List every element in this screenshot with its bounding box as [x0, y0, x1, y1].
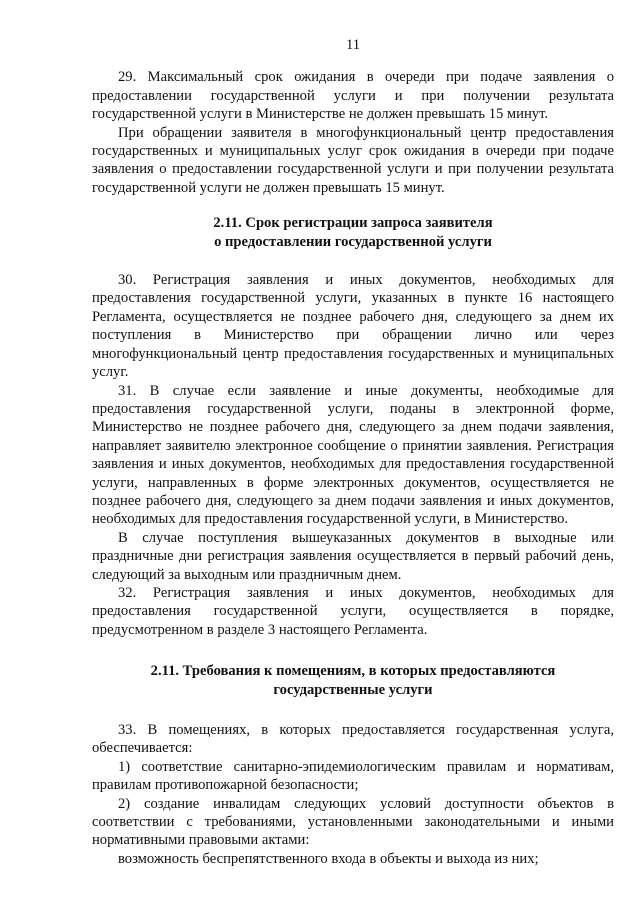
paragraph-29-mfc: При обращении заявителя в многофункциональный центр предоставления государственных и муниципальных услуг срок ожидания в очереди при подаче заявления о предоставлении государственной услуги и при получении результата государственной услуги не должен превышать 15 минут. — [92, 124, 614, 196]
section-heading-line: 2.11. Срок регистрации запроса заявителя — [213, 215, 493, 232]
section-heading-line: о предоставлении государственной услуги — [214, 233, 492, 250]
paragraph-29: 29. Максимальный срок ожидания в очереди при подаче заявления о предоставлении государственной услуги и при получении результата государственной услуги в Министерстве не должен превышать 15 минут. — [92, 69, 614, 123]
paragraph-31-holidays: В случае поступления вышеуказанных документов в выходные или праздничные дни регистрация заявления осуществляется в первый рабочий день, следующий за выходным или праздничным днем. — [92, 529, 614, 583]
paragraph-33-item-2: 2) создание инвалидам следующих условий доступности объектов в соответствии с требованиями, установленными законодательными и иными нормативными правовыми актами: — [92, 795, 614, 849]
paragraph-30: 30. Регистрация заявления и иных документов, необходимых для предоставления государственной услуги, указанных в пункте 16 настоящего Регламента, осуществляется не позднее рабочего дня, следующего за днем их поступления в Министерство при обращении лично или через многофункциональный центр предоставления государственных и муниципальных услуг. — [92, 272, 614, 381]
page-number: 11 — [345, 37, 361, 53]
paragraph-32: 32. Регистрация заявления и иных документов, необходимых для предоставления государственной услуги, осуществляется в порядке, предусмотренном в разделе 3 настоящего Регламента. — [92, 584, 614, 638]
section-heading-line: 2.11. Требования к помещениям, в которых предоставляются — [150, 663, 556, 680]
section-heading-premises — [92, 662, 614, 699]
paragraph-31: 31. В случае если заявление и иные документы, необходимые для предоставления государственной услуги, поданы в электронной форме, Министерство не позднее рабочего дня, следующего за днем подачи заявления, направляет заявителю электронное сообщение о принятии заявления. Регистрация заявления и иных документов, необходимых для предоставления государственной услуги, направленных в форме электронных документов, осуществляется не позднее рабочего дня, следующего за днем подачи заявления и иных документов, необходимых для предоставления государственной услуги, в Министерство. — [92, 382, 614, 528]
paragraph-33: 33. В помещениях, в которых предоставляется государственная услуга, обеспечивается: — [92, 722, 614, 757]
paragraph-33-item-1: 1) соответствие санитарно-эпидемиологическим правилам и нормативам, правилам противопожарной безопасности; — [92, 758, 614, 794]
paragraph-33-access: возможность беспрепятственного входа в объекты и выхода из них; — [118, 850, 539, 867]
section-heading-registration — [92, 214, 614, 251]
section-heading-line: государственные услуги — [273, 681, 433, 698]
document-page — [92, 36, 614, 868]
